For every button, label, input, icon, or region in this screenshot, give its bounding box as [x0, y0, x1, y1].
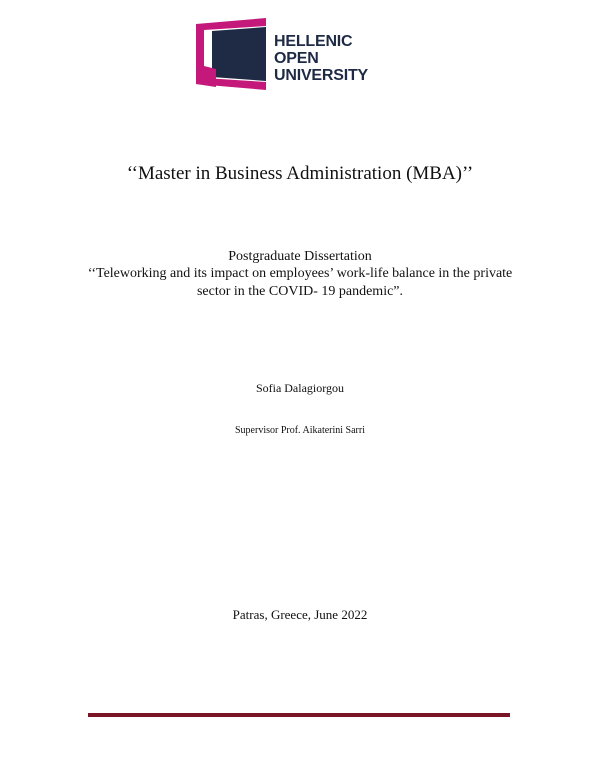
document-type: Postgraduate Dissertation — [228, 249, 372, 264]
logo-line-3: UNIVERSITY — [274, 67, 369, 84]
thesis-title: ‘‘Teleworking and its impact on employees’ work-life balance in the private sector in the COVID- 19 pandemic”. — [87, 266, 513, 299]
logo-line-1: HELLENIC — [274, 33, 353, 50]
supervisor-line: Supervisor Prof. Aikaterini Sarri — [235, 425, 365, 436]
footer-rule — [88, 713, 510, 717]
logo-line-2: OPEN — [274, 50, 319, 67]
university-logo — [196, 18, 372, 90]
author-name: Sofia Dalagiorgou — [255, 381, 345, 395]
university-emblem-icon — [196, 18, 272, 90]
degree-title: ‘‘Master in Business Administration (MBA)’’ — [126, 163, 474, 184]
place-date: Patras, Greece, June 2022 — [232, 607, 368, 622]
logo-wordmark — [274, 33, 368, 84]
